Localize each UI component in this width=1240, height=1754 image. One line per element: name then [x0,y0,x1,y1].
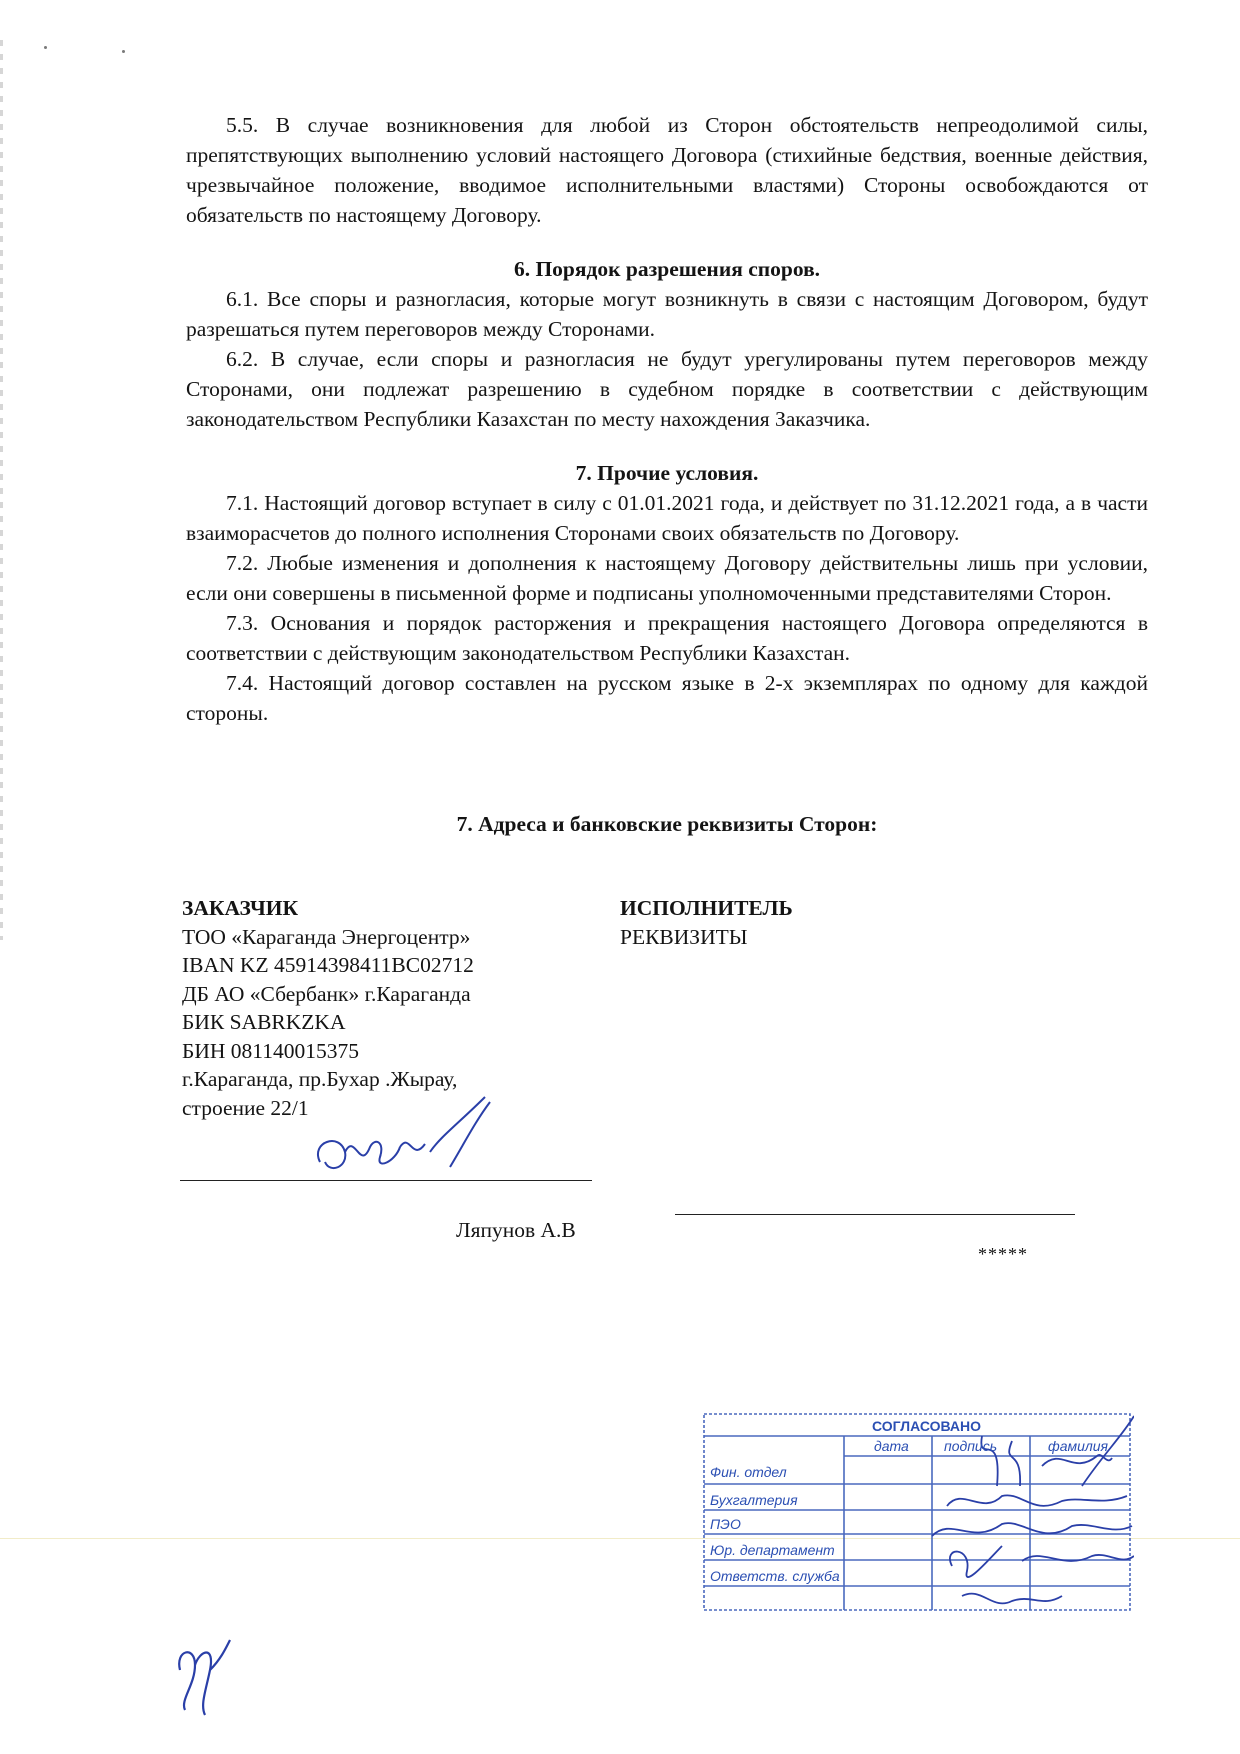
executor-signer-name: ***** [978,1244,1028,1264]
scan-dust [122,50,125,53]
page-initial-icon [170,1630,240,1720]
customer-line: БИН 081140015375 [182,1038,359,1063]
executor-line: РЕКВИЗИТЫ [620,924,748,949]
scan-edge-artifact [0,40,3,940]
customer-line: ТОО «Караганда Энергоцентр» [182,924,471,949]
stamp-row-label: Фин. отдел [710,1464,787,1480]
section-7-heading: 7. Прочие условия. [575,461,759,485]
approval-stamp [702,1396,1134,1620]
stamp-title: СОГЛАСОВАНО [872,1418,981,1434]
clause-7-3: 7.3. Основания и порядок расторжения и прекращения настоящего Договора определяются в соответствии с действующим законодательством Республики Казахстан. [186,611,1148,665]
stamp-row-label: Ответств. служба [710,1568,840,1584]
executor-signature-line [675,1214,1075,1215]
customer-block [182,894,562,1122]
customer-line: ДБ АО «Сбербанк» г.Караганда [182,981,471,1006]
stamp-row-label: Бухгалтерия [710,1492,798,1508]
customer-title: ЗАКАЗЧИК [182,896,299,920]
section-5 [186,110,1148,230]
stamp-row-label: ПЭО [710,1516,741,1532]
clause-7-2: 7.2. Любые изменения и дополнения к настоящему Договору действительны лишь при условии, если они совершены в письменной форме и подписаны уполномоченными представителями Сторон. [186,551,1148,605]
clause-6-2: 6.2. В случае, если споры и разногласия не будут урегулированы путем переговоров между Сторонами, они подлежат разрешению в судебном порядке в соответствии с действующим законодательством Республики Казахстан по месту нахождения Заказчика. [186,347,1148,431]
customer-line: г.Караганда, пр.Бухар .Жырау, [182,1067,458,1091]
stamp-col-date: дата [874,1438,909,1454]
executor-title: ИСПОЛНИТЕЛЬ [620,896,793,920]
customer-signer-name: Ляпунов А.В [456,1218,576,1242]
clause-5-5: 5.5. В случае возникновения для любой из Сторон обстоятельств непреодолимой силы, препятствующих выполнению условий настоящего Договора (стихийные бедствия, военные действия, чрезвычайное положение, вводимое исполнительными властями) Стороны освобождаются от обязательств по настоящему Договору. [186,113,1148,227]
customer-line: БИК SABRKZKA [182,1010,346,1034]
section-6 [186,254,1148,434]
customer-line: строение 22/1 [182,1095,309,1120]
customer-line: IBAN KZ 45914398411BC02712 [182,953,474,977]
stamp-col-surname: фамилия [1048,1438,1109,1454]
section-7 [186,458,1148,728]
executor-block [620,894,1000,951]
clause-6-1: 6.1. Все споры и разногласия, которые могут возникнуть в связи с настоящим Договором, будут разрешаться путем переговоров между Сторонами. [186,287,1148,341]
stamp-col-signature: подпись [944,1438,998,1454]
scan-dust [44,46,47,49]
addresses-heading: 7. Адреса и банковские реквизиты Сторон: [456,812,878,836]
section-6-heading: 6. Порядок разрешения споров. [513,257,821,281]
customer-signature-line [180,1180,592,1181]
clause-7-1: 7.1. Настоящий договор вступает в силу с 01.01.2021 года, и действует по 31.12.2021 года, а в части взаиморасчетов до полного исполнения Сторонами своих обязательств по Договору. [186,491,1148,545]
clause-7-4: 7.4. Настоящий договор составлен на русском языке в 2-х экземплярах по одному для каждой стороны. [186,671,1148,725]
customer-signature-icon [300,1092,500,1192]
stamp-row-label: Юр. департамент [710,1542,835,1558]
